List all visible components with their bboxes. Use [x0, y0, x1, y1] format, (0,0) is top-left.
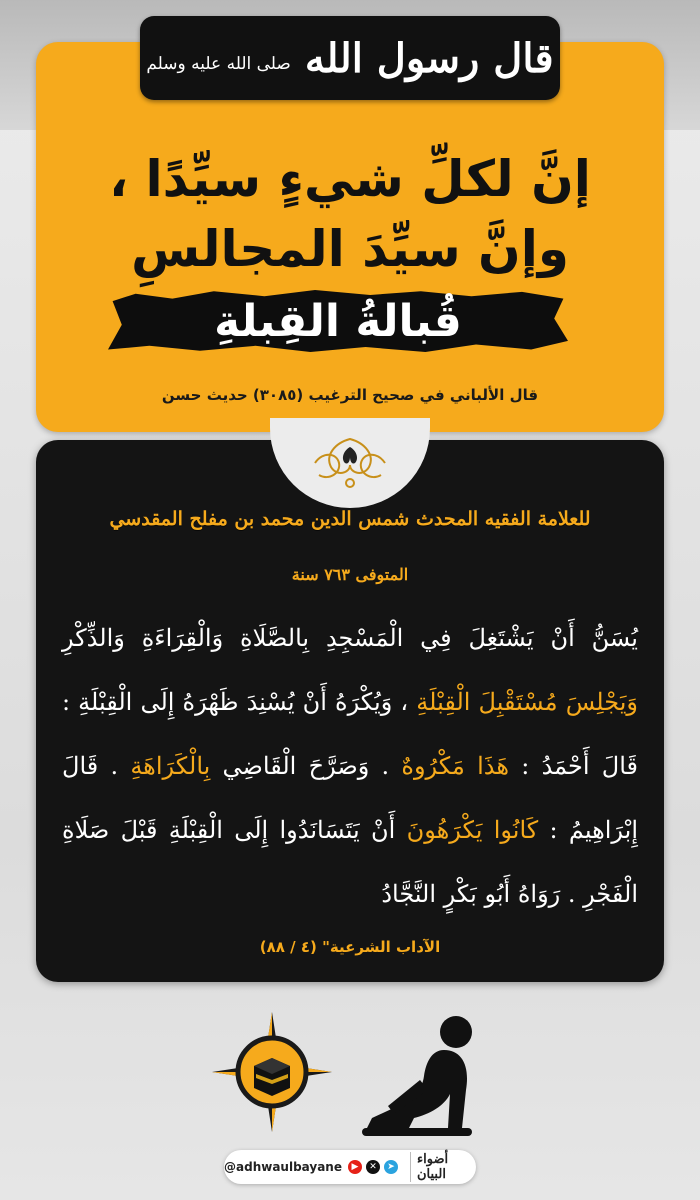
excerpt-highlight: هَذَا مَكْرُوهٌ — [401, 752, 510, 780]
hadith-line-3: قُبالةُ القِبلةِ — [214, 296, 462, 347]
brand-logo: أضواء البيان — [410, 1152, 476, 1182]
excerpt-text: . وَصَرَّحَ الْقَاضِي — [210, 752, 402, 780]
hadith-source: قال الألباني في صحيح الترغيب (٣٠٨٥) حديث حسن — [161, 386, 539, 404]
footer-social-bar — [224, 1150, 476, 1184]
honorific-text: صلى الله عليه وسلم — [146, 54, 291, 74]
excerpt-highlight: كَانُوا يَكْرَهُونَ — [406, 816, 539, 844]
book-reference: الآداب الشرعية" (٤ / ٨٨) — [259, 938, 441, 956]
excerpt-highlight: بِالْكَرَاهَةِ — [130, 752, 211, 780]
scholar-attribution: للعلامة الفقيه المحدث شمس الدين محمد بن مفلح المقدسي — [109, 508, 591, 530]
sitting-person-icon — [358, 1010, 498, 1150]
youtube-icon[interactable]: ▶ — [348, 1160, 362, 1174]
excerpt-text: ، وَيُكْرَهُ أَنْ يُسْنِدَ ظَهْرَهُ إِلَى الْقِبْلَةِ : قَالَ أَحْمَدُ : — [62, 688, 639, 780]
social-icons — [348, 1160, 398, 1174]
social-handle[interactable]: @adhwaulbayane — [224, 1160, 342, 1174]
title-text: قال رسول الله — [304, 34, 554, 82]
hadith-line-2: وإنَّ سيِّدَ المجالسِ — [131, 220, 569, 278]
x-icon[interactable]: ✕ — [366, 1160, 380, 1174]
excerpt-body — [62, 606, 638, 926]
scholar-death-date: المتوفى ٧٦٣ سنة — [291, 565, 409, 584]
hadith-line-1: إنَّ لكلِّ شيءٍ سيِّدًا ، — [109, 150, 591, 208]
telegram-icon[interactable]: ➤ — [384, 1160, 398, 1174]
excerpt-text: يُسَنُّ أَنْ يَشْتَغِلَ فِي الْمَسْجِدِ بِالصَّلَاةِ وَالْقِرَاءَةِ وَالذِّكْرِ — [62, 624, 638, 652]
excerpt-text: أَنْ يَتَسَانَدُوا إِلَى الْقِبْلَةِ قَبْلَ صَلَاةِ الْفَجْرِ . رَوَاهُ أَبُو بَكْرٍ النَّجَّادُ — [62, 816, 638, 908]
excerpt-highlight: وَيَجْلِسَ مُسْتَقْبِلَ الْقِبْلَةِ — [416, 688, 638, 716]
excerpt-text: . قَالَ إِبْرَاهِيمُ : — [62, 752, 639, 844]
title-banner — [140, 16, 560, 100]
kaaba-compass-icon — [210, 1010, 334, 1134]
